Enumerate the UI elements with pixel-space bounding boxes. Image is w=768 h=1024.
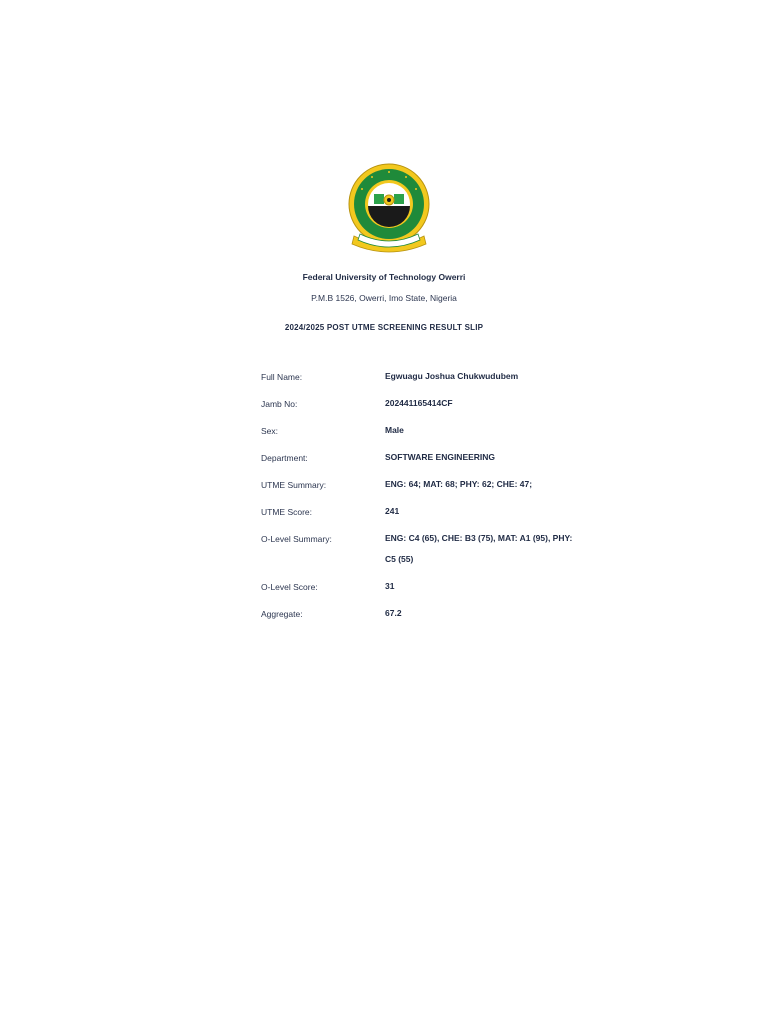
university-logo-seal (346, 162, 432, 254)
field-label: Sex: (261, 426, 279, 436)
field-label: Aggregate: (261, 609, 303, 619)
field-value: 241 (385, 506, 400, 516)
field-value: 31 (385, 581, 395, 591)
field-value: ENG: C4 (65), CHE: B3 (75), MAT: A1 (95), PHY: C5 (55) (385, 533, 573, 564)
field-label: UTME Summary: (261, 480, 327, 490)
field-label: Full Name: (261, 372, 303, 382)
field-row-olevel-summary (261, 533, 581, 581)
field-value: 67.2 (385, 608, 402, 618)
institution-address: P.M.B 1526, Owerri, Imo State, Nigeria (311, 293, 457, 303)
field-value: Egwuagu Joshua Chukwudubem (385, 371, 519, 381)
field-label: Jamb No: (261, 399, 298, 409)
field-label: O-Level Score: (261, 582, 318, 592)
field-label: UTME Score: (261, 507, 313, 517)
institution-name: Federal University of Technology Owerri (302, 272, 466, 282)
field-row-aggregate (261, 608, 581, 635)
result-details (261, 371, 581, 635)
field-value: ENG: 64; MAT: 68; PHY: 62; CHE: 47; (385, 479, 533, 489)
field-value: SOFTWARE ENGINEERING (385, 452, 496, 462)
field-value: Male (385, 425, 404, 435)
field-value: 202441165414CF (385, 398, 453, 408)
document-title: 2024/2025 POST UTME SCREENING RESULT SLIP (284, 323, 484, 332)
field-label: O-Level Summary: (261, 534, 332, 544)
field-label: Department: (261, 453, 308, 463)
